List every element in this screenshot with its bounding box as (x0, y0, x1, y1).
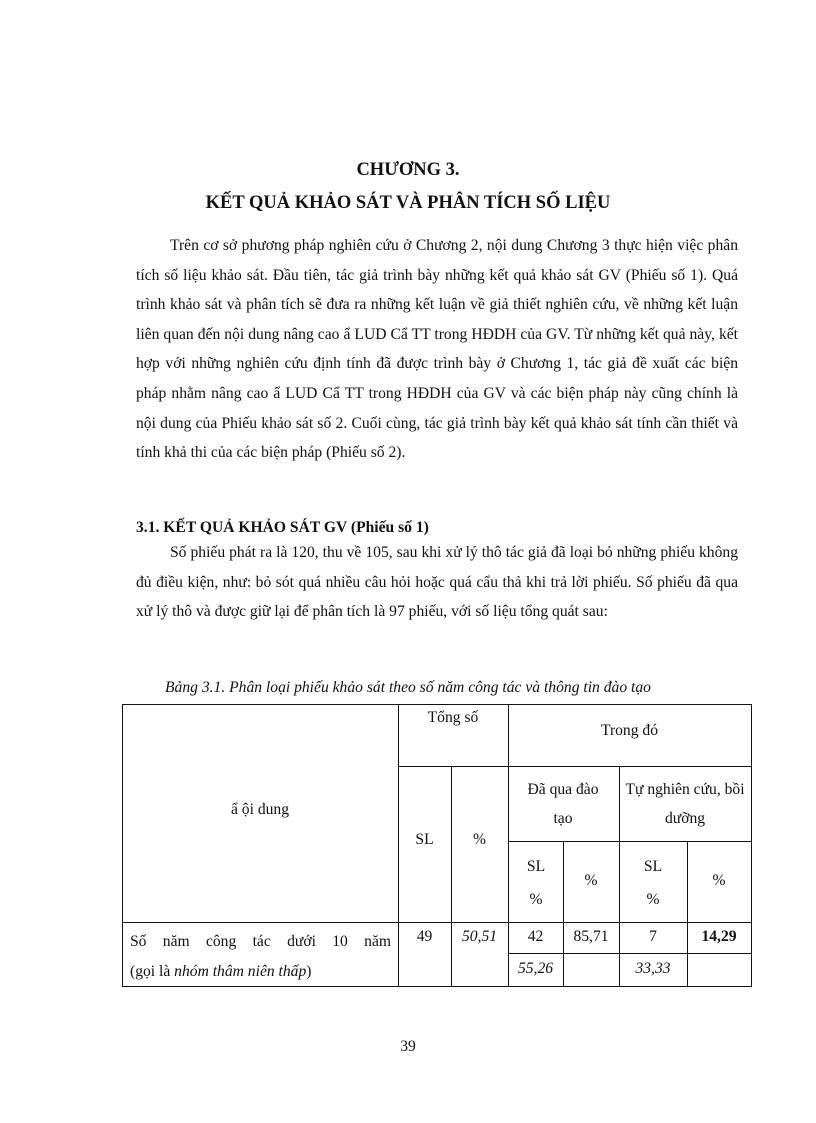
cell-self-sub: 33,33 (635, 960, 671, 977)
cell-trained-pct: 85,71 (573, 928, 609, 945)
section-title: 3.1. KẾT QUẢ KHẢO SÁT GV (Phiếu số 1) (136, 519, 429, 536)
header-total-sl: SL (415, 831, 434, 848)
cell-trained-sl: 42 (527, 928, 544, 945)
cell-total-sl: 49 (416, 928, 433, 945)
header-total-pct: % (473, 831, 486, 848)
cell-self-sl: 7 (649, 928, 657, 945)
cell-total-pct: 50,51 (461, 928, 498, 945)
header-trained-sl-pct: SL % (526, 858, 546, 908)
row-label-line1: Số năm công tác dưới 10 năm (130, 933, 391, 950)
header-total: Tổng số (427, 709, 479, 726)
header-self-pct: % (712, 872, 726, 889)
table-row (130, 927, 391, 987)
row-label-line2: (gọi là nhóm thâm niên thấp) (130, 963, 312, 980)
header-trained: Đã qua đào tạo (527, 781, 599, 827)
chapter-title: KẾT QUẢ KHẢO SÁT VÀ PHÂN TÍCH SỐ LIỆU (205, 193, 611, 213)
table-caption: Bảng 3.1. Phân loại phiếu khảo sát theo số năm công tác và thông tin đào tạo (165, 679, 651, 696)
header-self-sl-pct: SL % (643, 858, 663, 908)
intro-paragraph: Trên cơ sở phương pháp nghiên cứu ở Chương 2, nội dung Chương 3 thực hiện việc phân tích số liệu khảo sát. Đầu tiên, tác giả trình bày những kết quả khảo sát GV (Phiếu số 1). Quá trình khảo sát và phân tích sẽ đưa ra những kết luận về giả thiết nghiên cứu, về những kết luận liên quan đến nội dung nâng cao ẩ LUD Cẩ TT trong HĐDH của GV. Từ những kết quả này, kết hợp với những nghiên cứu định tính đã được trình bày ở Chương 1, tác giả đề xuất các biện pháp nhằm nâng cao ẩ LUD Cẩ TT trong HĐDH của GV và các biện pháp này cũng chính là nội dung của Phiếu khảo sát số 2. Cuối cùng, tác giả trình bày kết quả khảo sát tính cần thiết và tính khả thi của các biện pháp (Phiếu số 2). (136, 237, 738, 462)
header-of-which: Trong đó (600, 722, 659, 739)
chapter-number: CHƯƠNG 3. (356, 160, 460, 180)
section-paragraph: Số phiếu phát ra là 120, thu về 105, sau khi xử lý thô tác giả đã loại bỏ những phiếu không đủ điều kiện, như: bỏ sót quá nhiều câu hỏi hoặc quá cẩu thả khi trả lời phiếu. Số phiếu đã qua xử lý thô và được giữ lại để phân tích là 97 phiếu, với số liệu tổng quát sau: (136, 544, 738, 621)
header-content: ẩ ội dung (230, 801, 290, 818)
cell-trained-sub: 55,26 (517, 960, 554, 977)
page-number: 39 (400, 1038, 416, 1055)
cell-self-pct: 14,29 (701, 928, 737, 945)
header-self-study: Tự nghiên cứu, bồi dưỡng (625, 781, 745, 827)
header-trained-pct: % (584, 872, 598, 889)
